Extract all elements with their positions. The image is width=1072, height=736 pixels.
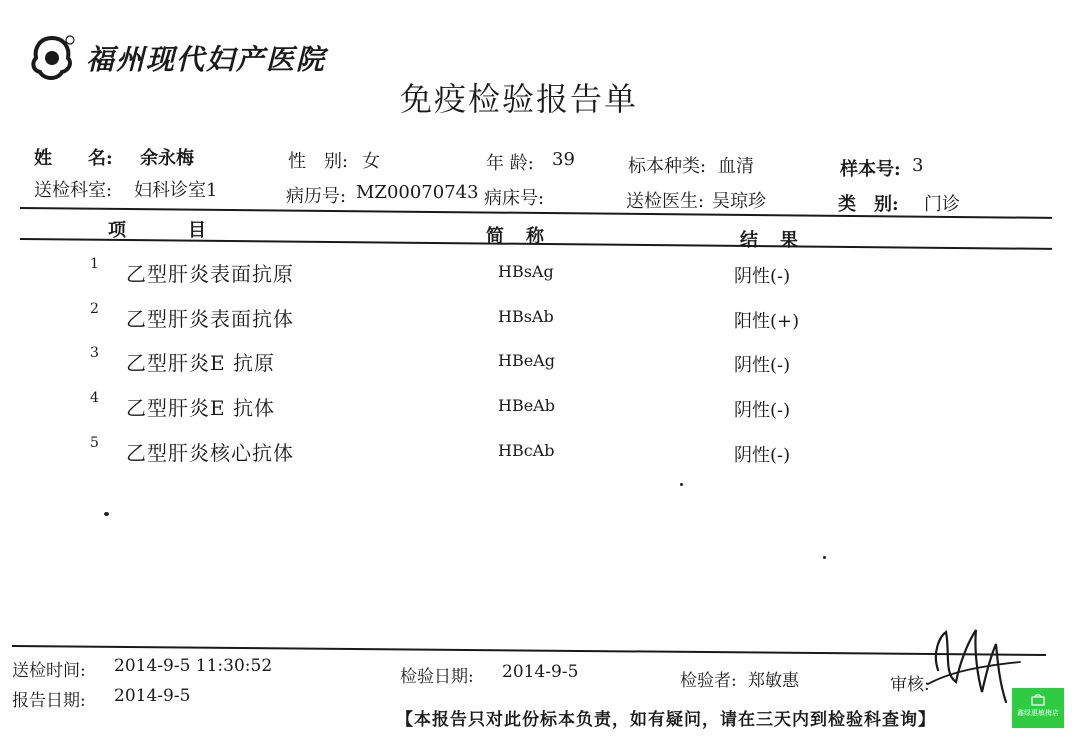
scan-speck [104,512,109,516]
test-result: 阳性(+) [734,311,800,332]
gender-label: 性 别: [288,151,349,172]
specimen-type: 血清 [718,156,754,177]
test-abbr: HBsAb [498,307,554,326]
row-number: 1 [90,256,99,272]
table-row [0,301,1072,341]
test-date: 2014-9-5 [502,662,579,682]
test-name: 乙型肝炎核心抗体 [126,441,294,465]
test-result: 阴性(-) [734,355,791,376]
name-label: 姓 名: [34,148,113,169]
category: 门诊 [924,194,960,215]
column-header-abbr: 简 称 [486,226,546,247]
test-abbr: HBcAb [498,441,555,460]
table-row [0,345,1072,385]
bed-no-label: 病床号: [484,188,545,209]
submit-time-label: 送检时间: [12,661,86,681]
footer-rule [12,645,1046,656]
hospital-logo [26,30,356,86]
table-row [0,435,1072,475]
report-title: 免疫检验报告单 [400,80,639,118]
category-label: 类 别: [838,194,899,215]
test-result: 阴性(-) [734,266,791,287]
test-result: 阴性(-) [734,400,791,421]
test-abbr: HBsAg [498,262,554,281]
test-abbr: HBeAb [498,396,555,415]
hospital-emblem-icon [26,32,78,84]
patient-gender: 女 [362,151,380,172]
sample-no: 3 [912,155,924,176]
tester: 郑敏惠 [748,671,799,691]
hospital-name: 福州现代妇产医院 [86,43,327,76]
row-number: 5 [90,435,99,451]
watermark-text: 鑫绿惠敏梅店 [1017,709,1059,717]
test-name: 乙型肝炎E 抗原 [126,351,275,375]
doctor: 吴琼珍 [712,191,766,212]
table-row [0,390,1072,430]
scan-speck [823,556,826,559]
tester-label: 检验者: [680,671,737,691]
table-row [0,256,1072,296]
sample-no-label: 样本号: [840,159,901,180]
disclaimer-notice: 【本报告只对此份标本负责，如有疑问，请在三天内到检验科查询】 [396,710,936,730]
row-number: 2 [90,301,99,317]
patient-age: 39 [552,149,575,170]
patient-name: 余永梅 [140,148,194,169]
record-no: MZ00070743 [356,182,479,203]
age-label: 年 龄: [486,153,534,174]
test-name: 乙型肝炎表面抗体 [126,307,294,331]
department: 妇科诊室1 [134,180,218,201]
row-number: 3 [90,345,99,361]
shop-bag-icon [1031,694,1045,706]
specimen-type-label: 标本种类: [628,156,707,177]
test-abbr: HBeAg [498,351,555,370]
column-header-result: 结 果 [740,230,800,251]
column-header-item: 项 目 [108,220,208,241]
test-result: 阴性(-) [734,445,791,466]
department-label: 送检科室: [34,180,113,201]
test-name: 乙型肝炎E 抗体 [126,396,275,420]
row-number: 4 [90,390,99,406]
doctor-label: 送检医生: [626,191,705,212]
test-name: 乙型肝炎表面抗原 [126,262,294,286]
report-date-label: 报告日期: [12,691,86,711]
test-date-label: 检验日期: [400,667,474,687]
scan-speck [680,483,683,486]
watermark-badge [1012,688,1064,728]
record-no-label: 病历号: [286,186,347,207]
reviewer-label: 审核: [890,675,930,695]
submit-time: 2014-9-5 11:30:52 [114,656,273,676]
report-date: 2014-9-5 [114,686,191,706]
